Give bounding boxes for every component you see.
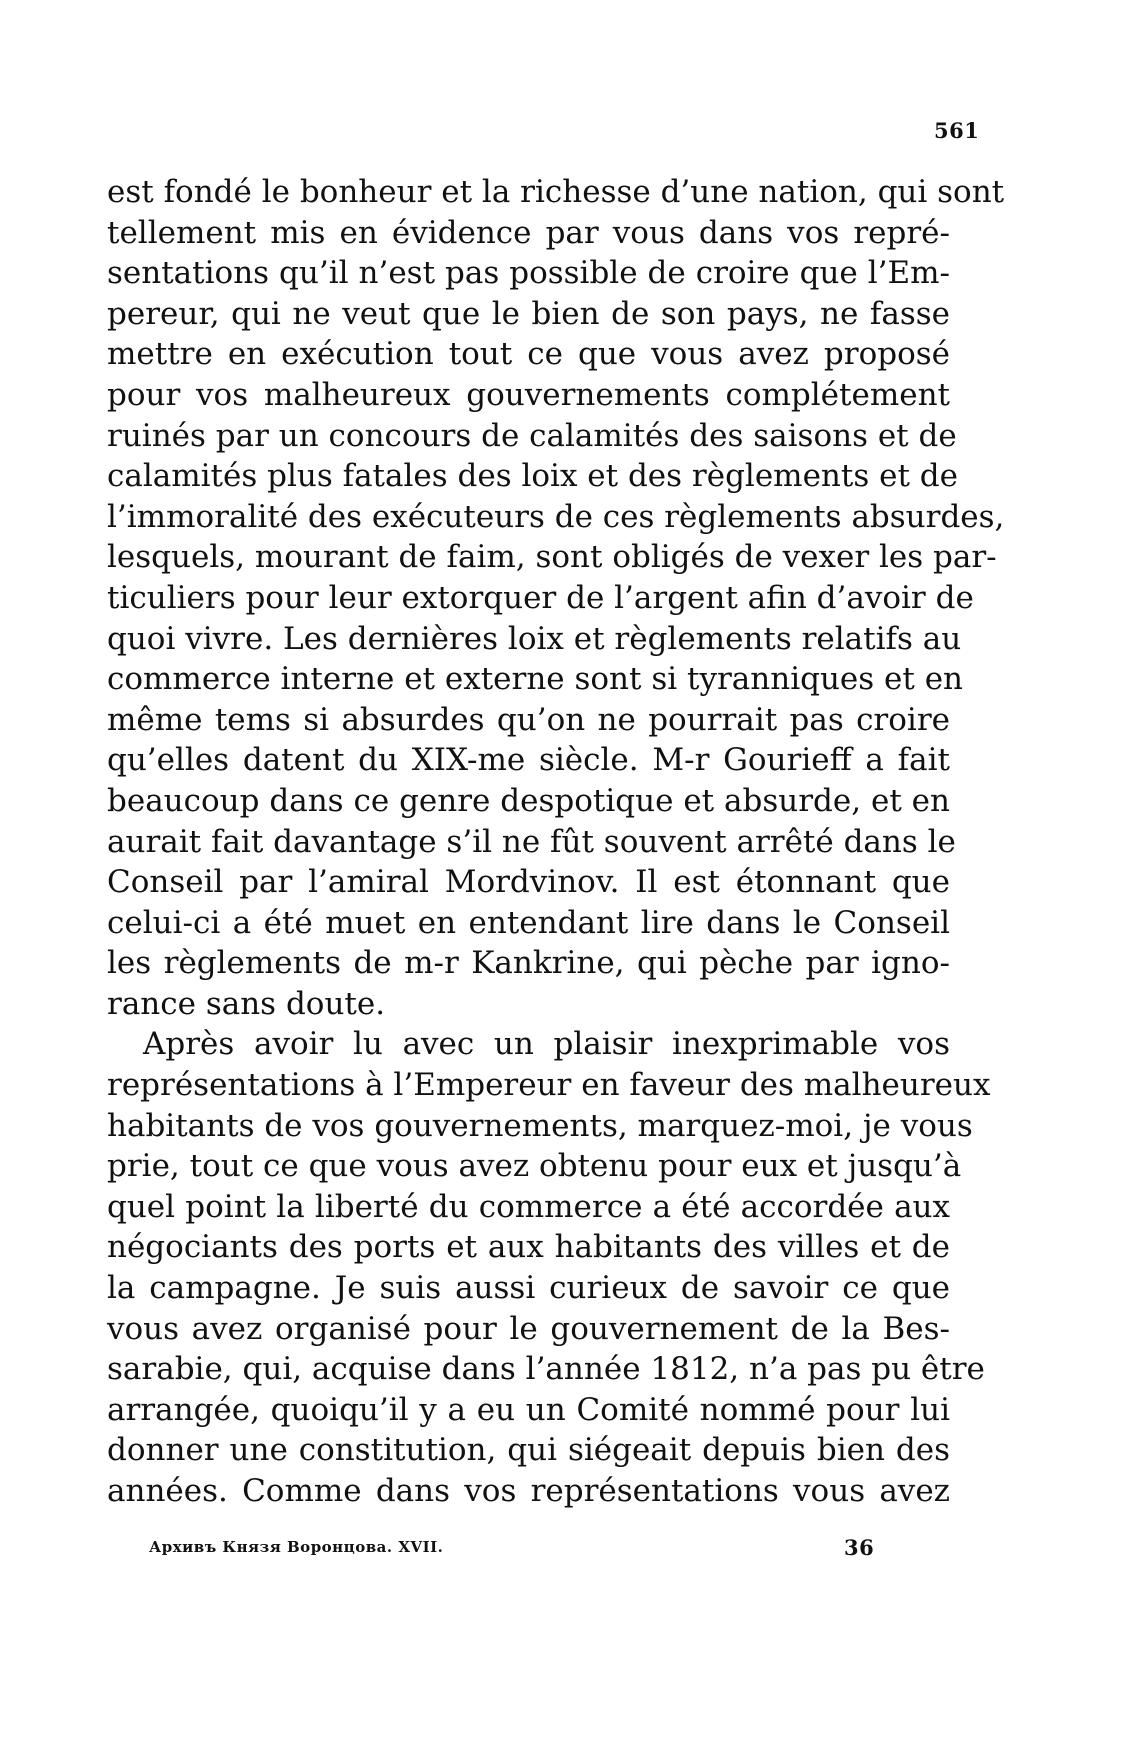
- text-line: rance sans doute.: [107, 985, 386, 1022]
- text-line: l’immoralité des exécuteurs de ces règlements absurdes,: [107, 498, 1005, 535]
- paragraph-start-line: Après avoir lu avec un plaisir inexprimable vos: [143, 1026, 950, 1063]
- text-line: celui-ci a été muet en entendant lire dans le Conseil: [107, 904, 950, 941]
- body-text: [107, 172, 1005, 1512]
- text-line: années. Comme dans vos représentations vous avez: [107, 1473, 950, 1509]
- text-line: les règlements de m-r Kankrine, qui pèche par igno-: [107, 945, 950, 982]
- page-number: 561: [934, 118, 980, 143]
- text-line: quel point la liberté du commerce a été accordée aux: [107, 1188, 950, 1225]
- text-line: aurait fait davantage s’il ne fût souvent arrêté dans le: [107, 823, 956, 860]
- text-line: prie, tout ce que vous avez obtenu pour eux et jusqu’à: [107, 1148, 962, 1185]
- footer-signature: Архивъ Князя Воронцова. XVII.: [149, 1538, 444, 1556]
- text-line: pereur, qui ne veut que le bien de son pays, ne fasse: [107, 295, 950, 332]
- text-line: sarabie, qui, acquise dans l’année 1812, n’a pas pu être: [107, 1351, 985, 1388]
- footer-sheet-number: 36: [844, 1535, 875, 1560]
- text-line: beaucoup dans ce genre despotique et absurde, et en: [107, 782, 950, 819]
- text-line: est fondé le bonheur et la richesse d’une nation, qui sont: [107, 174, 1005, 210]
- text-line: la campagne. Je suis aussi curieux de savoir ce que: [107, 1270, 950, 1307]
- text-line: même tems si absurdes qu’on ne pourrait pas croire: [107, 701, 950, 738]
- text-line: lesquels, mourant de faim, sont obligés de vexer les par-: [107, 539, 997, 576]
- text-line: Conseil par l’amiral Mordvinov. Il est étonnant que: [107, 864, 950, 901]
- text-line: arrangée, quoiqu’il y a eu un Comité nommé pour lui: [107, 1391, 950, 1428]
- text-line: commerce interne et externe sont si tyranniques et en: [107, 661, 964, 698]
- text-line: pour vos malheureux gouvernements complétement: [107, 376, 950, 413]
- text-line: négociants des ports et aux habitants des villes et de: [107, 1229, 950, 1266]
- text-line: sentations qu’il n’est pas possible de croire que l’Em-: [107, 255, 950, 292]
- text-line: calamités plus fatales des loix et des règlements et de: [107, 458, 958, 495]
- text-line: représentations à l’Empereur en faveur des malheureux: [107, 1067, 991, 1104]
- text-line: qu’elles datent du XIX-me siècle. M-r Gourieff a fait: [107, 742, 950, 779]
- text-line: vous avez organisé pour le gouvernement de la Bes-: [107, 1310, 950, 1347]
- text-line: ruinés par un concours de calamités des saisons et de: [107, 417, 957, 454]
- text-line: habitants de vos gouvernements, marquez-moi, je vous: [107, 1107, 973, 1144]
- text-line: mettre en exécution tout ce que vous avez proposé: [107, 336, 950, 373]
- text-line: donner une constitution, qui siégeait depuis bien des: [107, 1432, 950, 1469]
- text-line: ticuliers pour leur extorquer de l’argent afin d’avoir de: [107, 579, 974, 616]
- text-line: tellement mis en évidence par vous dans vos repré-: [107, 214, 950, 251]
- text-line: quoi vivre. Les dernières loix et règlements relatifs au: [107, 620, 962, 657]
